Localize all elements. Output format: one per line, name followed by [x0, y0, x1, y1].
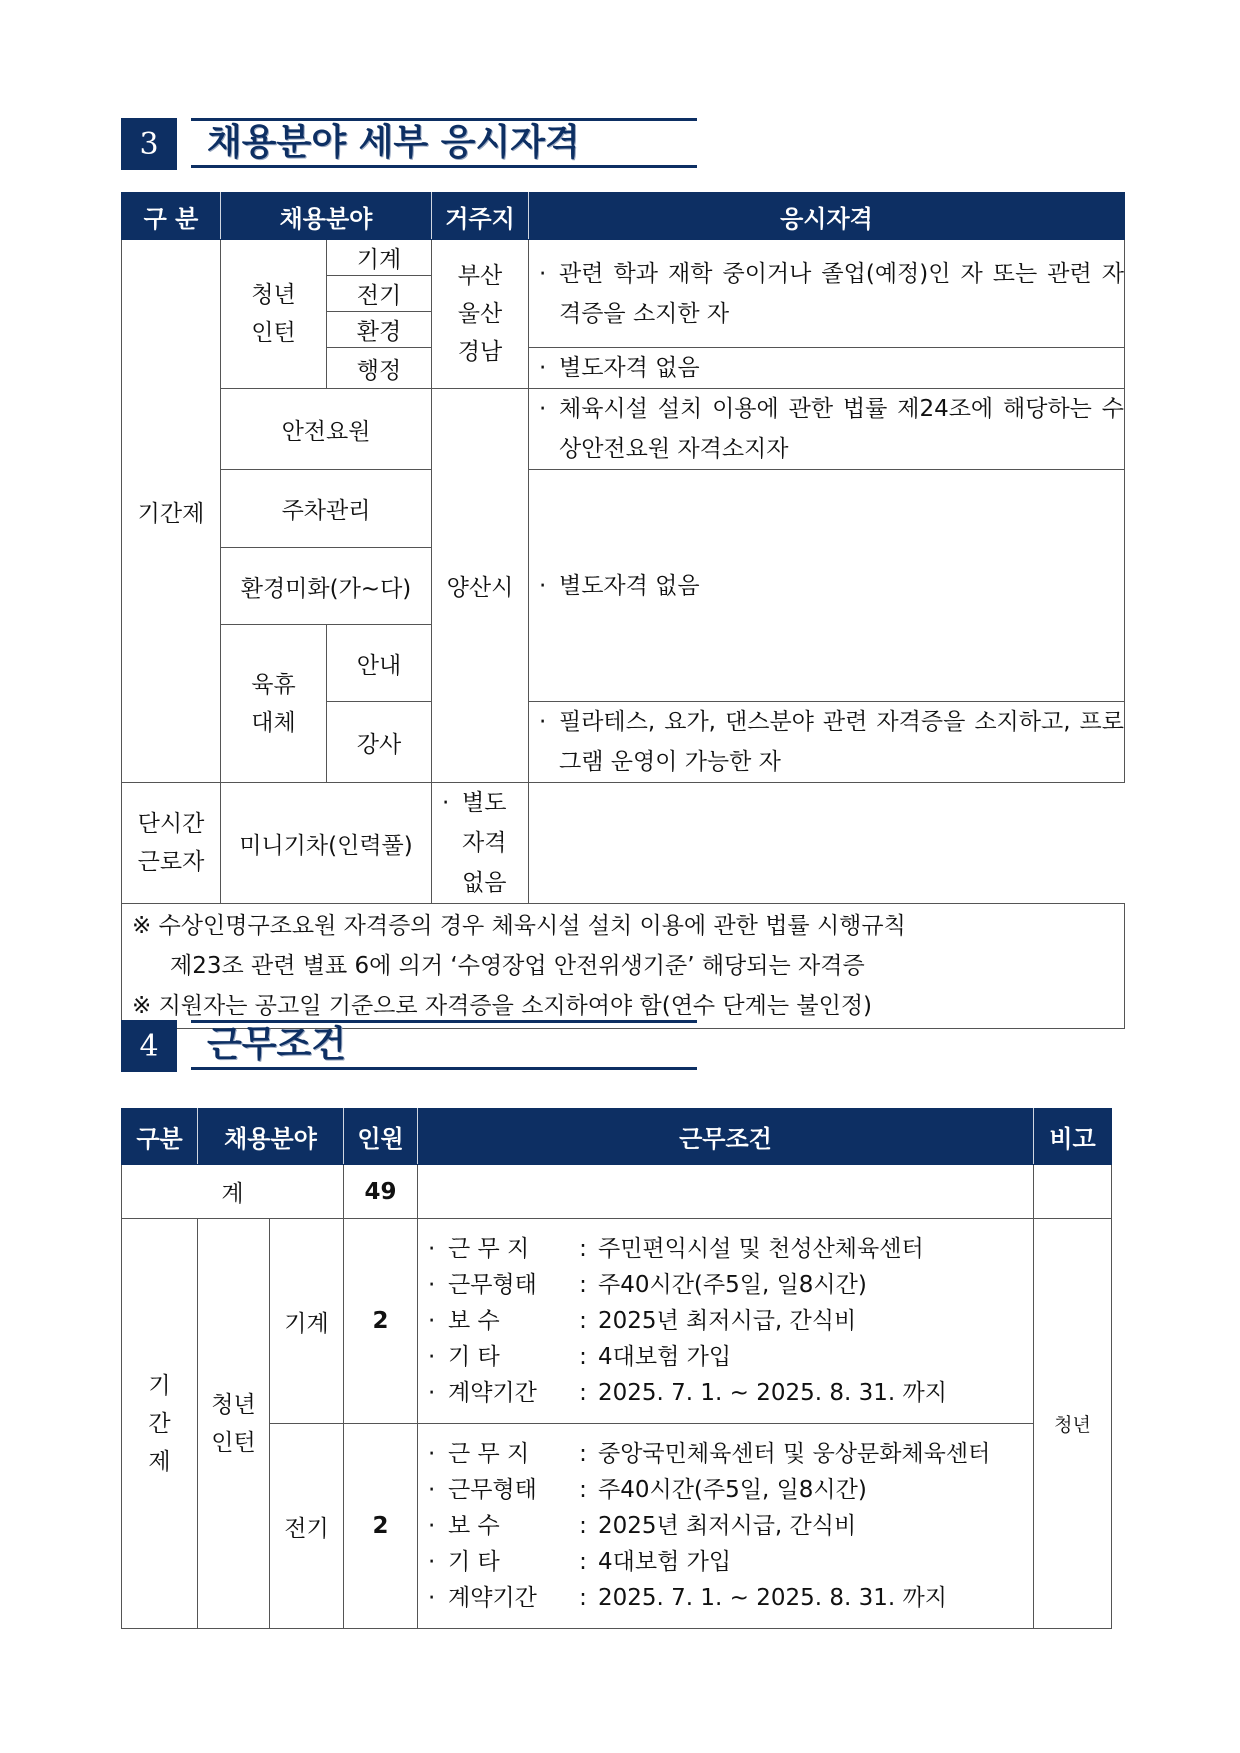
- field-environment: 환경: [327, 312, 432, 348]
- header-conditions: 근무조건: [418, 1109, 1034, 1165]
- condition-row: · 근 무 지 : 중앙국민체육센터 및 웅상문화체육센터: [428, 1441, 991, 1467]
- total-remarks-empty: [1034, 1165, 1112, 1219]
- field-mini-train: 미니기차(인력풀): [221, 783, 432, 904]
- note-2: 제23조 관련 별표 6에 의거 ‘수영장업 안전위생기준’ 해당되는 자격증: [170, 953, 865, 979]
- header-qualification: 응시자격: [529, 193, 1125, 240]
- condition-row: · 기 타 : 4대보험 가입: [428, 1549, 732, 1575]
- note-1: ※ 수상인명구조요원 자격증의 경우 체육시설 설치 이용에 관한 법률 시행규칙: [132, 913, 906, 939]
- header-gubun: 구 분: [122, 193, 221, 240]
- field-administration: 행정: [327, 348, 432, 389]
- field-mechanical: 기계: [327, 240, 432, 276]
- condition-row: · 보 수 : 2025년 최저시급, 간식비: [428, 1308, 857, 1334]
- count-mechanical: 2: [344, 1219, 418, 1424]
- header-field: 채용분야: [198, 1109, 344, 1165]
- gubun-fixed-term: 기간제: [122, 1219, 198, 1629]
- field-parking: 주차관리: [221, 470, 432, 548]
- section-3-heading: [121, 118, 691, 174]
- parental-leave-substitute: 육휴 대체: [221, 625, 327, 783]
- header-gubun: 구분: [122, 1109, 198, 1165]
- qualification-table: [121, 192, 1125, 1029]
- residence-yangsan: 양산시: [432, 389, 529, 783]
- qual-none-mini-train: · 별도자격 없음: [432, 783, 529, 904]
- qual-related-major: · 관련 학과 재학 중이거나 졸업(예정)인 자 또는 관련 자격증을 소지한 자: [529, 240, 1125, 348]
- section-title: 근무조건: [191, 1020, 697, 1070]
- condition-row: · 근무형태 : 주40시간(주5일, 일8시간): [428, 1272, 867, 1298]
- gubun-part-time: 단시간 근로자: [122, 783, 221, 904]
- field-safety-guard: 안전요원: [221, 389, 432, 470]
- section-number: 4: [121, 1020, 177, 1072]
- count-electrical: 2: [344, 1424, 418, 1629]
- header-headcount: 인원: [344, 1109, 418, 1165]
- field-guide: 안내: [327, 625, 432, 702]
- qual-none-general: · 별도자격 없음: [529, 470, 1125, 702]
- work-conditions-table: [121, 1108, 1112, 1629]
- header-remarks: 비고: [1034, 1109, 1112, 1165]
- field-electrical: 전기: [270, 1424, 344, 1629]
- field-instructor: 강사: [327, 702, 432, 783]
- total-conditions-empty: [418, 1165, 1034, 1219]
- total-count: 49: [344, 1165, 418, 1219]
- notes: [122, 904, 1125, 1029]
- condition-row: · 계약기간 : 2025. 7. 1. ~ 2025. 8. 31. 까지: [428, 1585, 947, 1611]
- conditions-mechanical: [418, 1219, 1034, 1424]
- residence-busan-ulsan-gyeongnam: 부산 울산 경남: [432, 240, 529, 389]
- field-electrical: 전기: [327, 276, 432, 312]
- section-4-heading: [121, 1020, 691, 1076]
- remarks-youth: 청년: [1034, 1219, 1112, 1629]
- qual-safety-guard: · 체육시설 설치 이용에 관한 법률 제24조에 해당하는 수상안전요원 자격소지자: [529, 389, 1125, 470]
- condition-row: · 근무형태 : 주40시간(주5일, 일8시간): [428, 1477, 867, 1503]
- gubun-fixed-term: 기간제: [122, 240, 221, 783]
- header-residence: 거주지: [432, 193, 529, 240]
- qual-instructor: · 필라테스, 요가, 댄스분야 관련 자격증을 소지하고, 프로그램 운영이 가능한 자: [529, 702, 1125, 783]
- condition-row: · 계약기간 : 2025. 7. 1. ~ 2025. 8. 31. 까지: [428, 1380, 947, 1406]
- condition-row: · 보 수 : 2025년 최저시급, 간식비: [428, 1513, 857, 1539]
- section-number: 3: [121, 118, 177, 170]
- qual-none-admin: · 별도자격 없음: [529, 348, 1125, 389]
- total-label: 계: [122, 1165, 344, 1219]
- condition-row: · 근 무 지 : 주민편익시설 및 천성산체육센터: [428, 1236, 924, 1262]
- note-3: ※ 지원자는 공고일 기준으로 자격증을 소지하여야 함(연수 단계는 불인정): [132, 993, 873, 1019]
- section-title: 채용분야 세부 응시자격: [191, 118, 697, 168]
- field-mechanical: 기계: [270, 1219, 344, 1424]
- youth-intern-label: 청년 인턴: [221, 240, 327, 389]
- field-cleaning: 환경미화(가~다): [221, 548, 432, 625]
- youth-intern-label: 청년 인턴: [198, 1219, 270, 1629]
- condition-row: · 기 타 : 4대보험 가입: [428, 1344, 732, 1370]
- header-field: 채용분야: [221, 193, 432, 240]
- conditions-electrical: [418, 1424, 1034, 1629]
